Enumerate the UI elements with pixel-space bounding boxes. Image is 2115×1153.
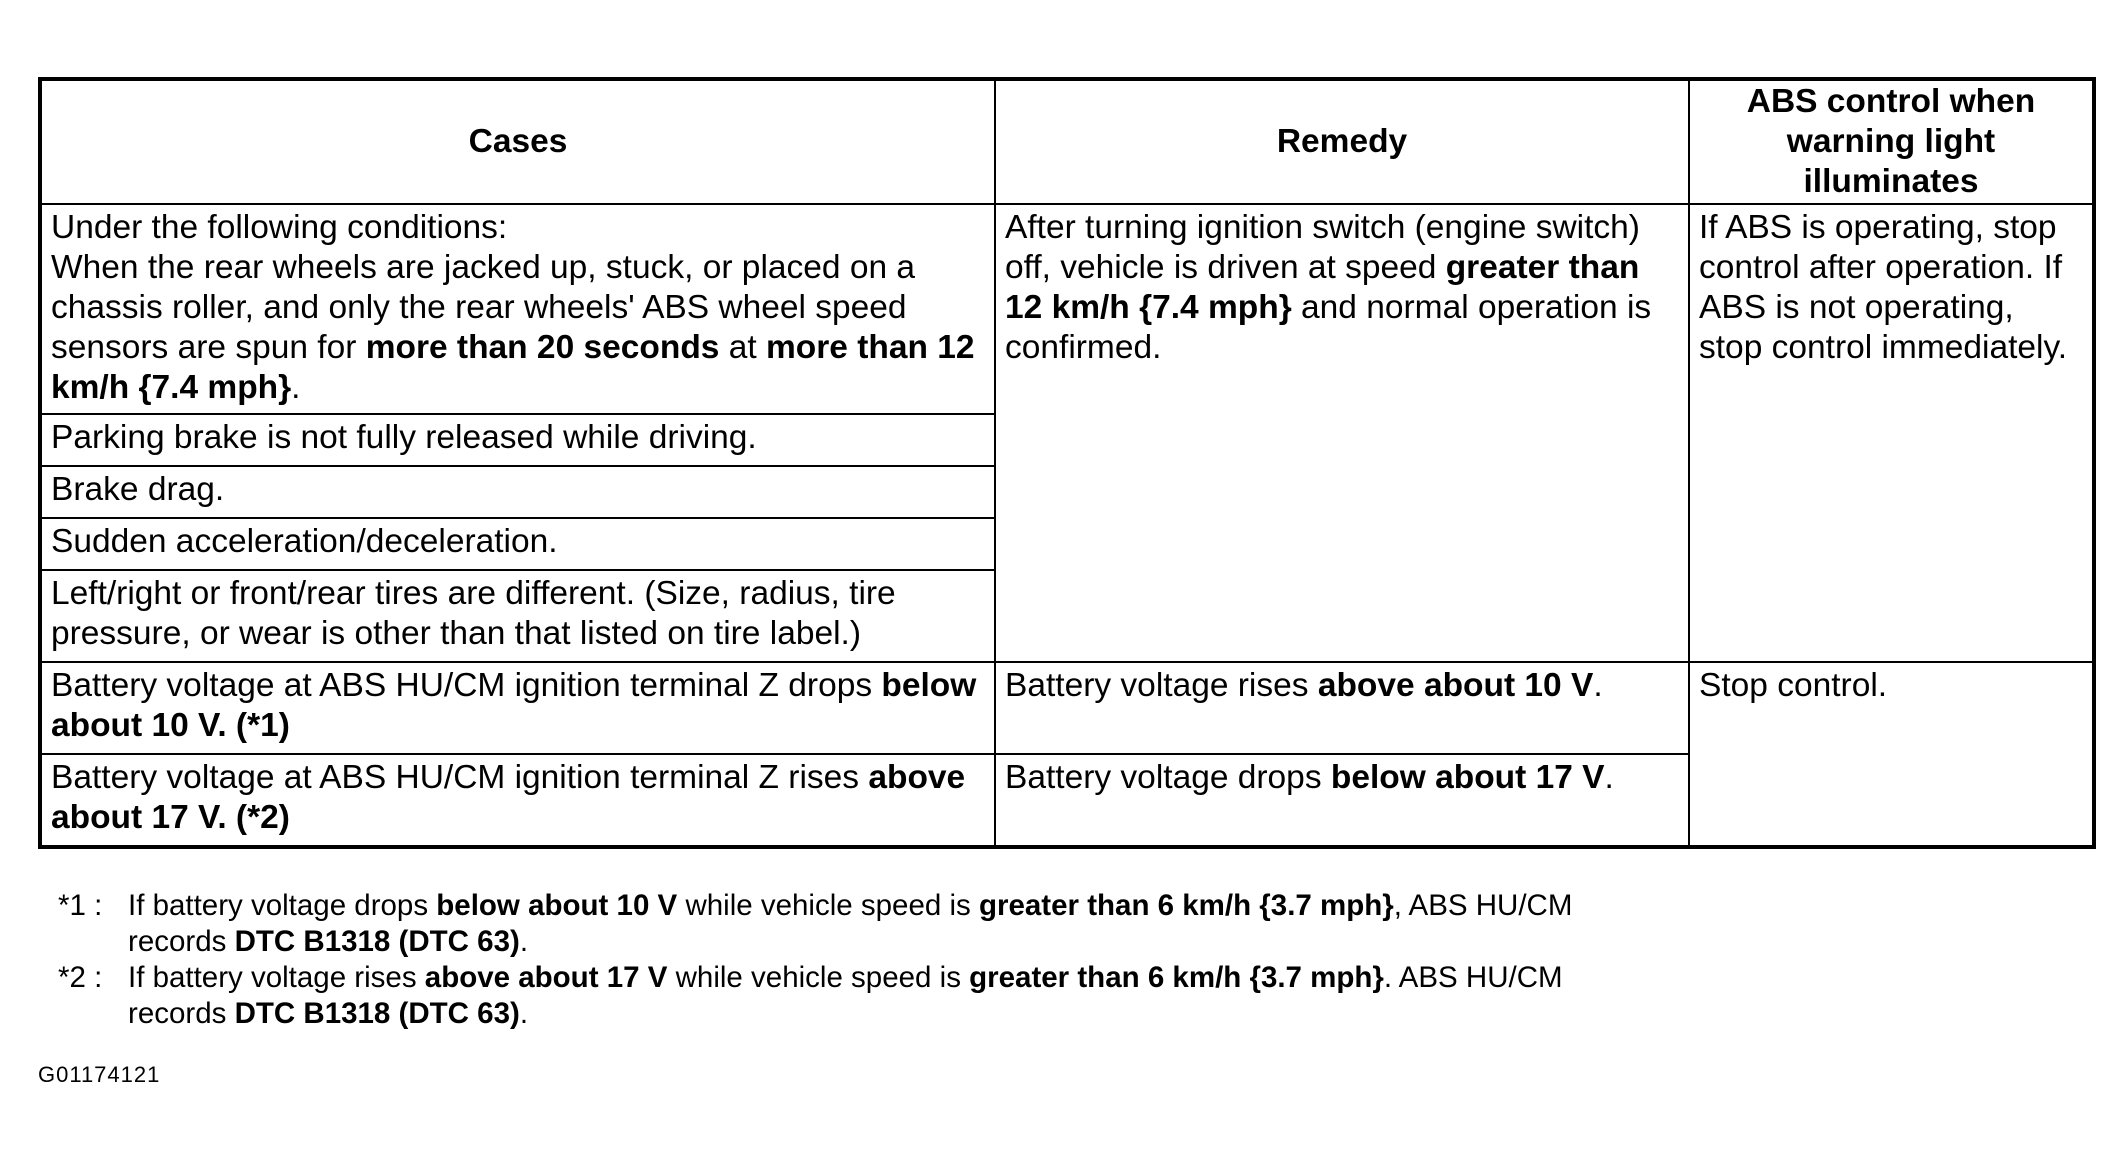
footnote-1: *1 : If battery voltage drops below about 10 V while vehicle speed is greater than 6 km/h {3.7 mph}, ABS HU/CM records DTC B1318 (DTC 63). — [58, 889, 1573, 958]
case-cell: Sudden acceleration/deceleration. — [40, 518, 995, 570]
case-intro: Under the following conditions: — [51, 209, 508, 246]
table-row — [40, 662, 2094, 754]
remedy-cell: Battery voltage rises above about 10 V. — [995, 662, 1689, 754]
footnote-mark: *1 : — [58, 889, 103, 922]
case-cell: Battery voltage at ABS HU/CM ignition terminal Z drops below about 10 V. (*1) — [40, 662, 995, 754]
case-cell: Under the following conditions: When the rear wheels are jacked up, stuck, or placed on a chassis roller, and only the rear wheels' ABS wheel speed sensors are spun for more than 20 seconds at more than 12 km/h {7.4 mph}. — [40, 204, 995, 414]
header-remedy: Remedy — [995, 79, 1689, 204]
header-row — [40, 79, 2094, 204]
remedy-cell: Battery voltage drops below about 17 V. — [995, 754, 1689, 847]
remedy-cell: After turning ignition switch (engine switch) off, vehicle is driven at speed greater than 12 km/h {7.4 mph} and normal operation is confirmed. — [995, 204, 1689, 662]
header-abs-control: ABS control when warning light illuminates — [1689, 79, 2094, 204]
table-row — [40, 204, 2094, 414]
abs-warning-table — [38, 77, 2096, 849]
case-cell: Battery voltage at ABS HU/CM ignition terminal Z rises above about 17 V. (*2) — [40, 754, 995, 847]
abs-control-cell: If ABS is operating, stop control after operation. If ABS is not operating, stop control immediately. — [1689, 204, 2094, 662]
footnotes — [58, 888, 1572, 1032]
case-cell: Brake drag. — [40, 466, 995, 518]
case-cell: Parking brake is not fully released while driving. — [40, 414, 995, 466]
case-cell: Left/right or front/rear tires are different. (Size, radius, tire pressure, or wear is other than that listed on tire label.) — [40, 570, 995, 662]
footnote-mark: *2 : — [58, 961, 103, 994]
figure-id: G01174121 — [38, 1062, 161, 1087]
abs-control-cell: Stop control. — [1689, 662, 2094, 847]
header-cases: Cases — [40, 79, 995, 204]
footnote-2: *2 : If battery voltage rises above about 17 V while vehicle speed is greater than 6 km/h {3.7 mph}. ABS HU/CM records DTC B1318 (DTC 63). — [58, 961, 1563, 1030]
